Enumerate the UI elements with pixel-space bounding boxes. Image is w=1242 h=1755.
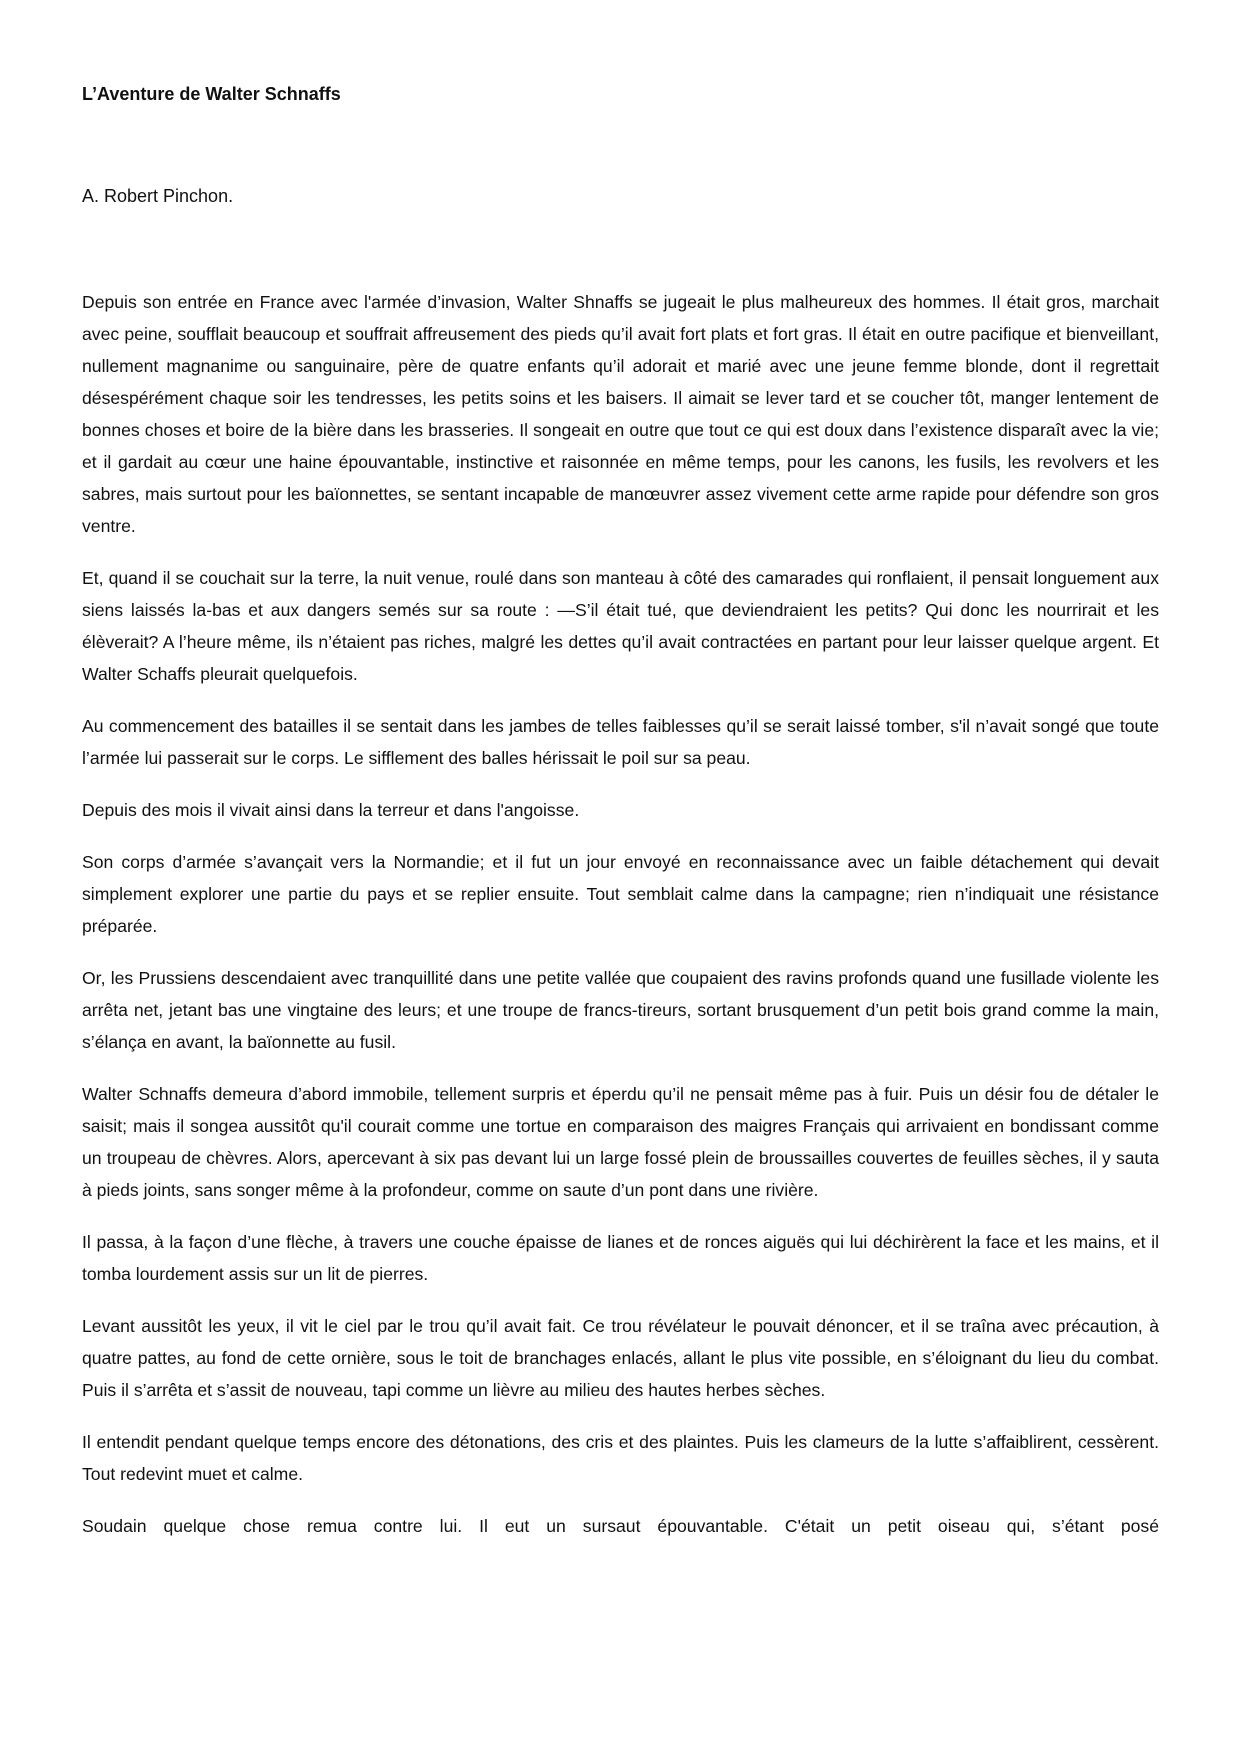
paragraph-7: Walter Schnaffs demeura d’abord immobile, tellement surpris et éperdu qu’il ne pensait même pas à fuir. Puis un désir fou de détaler le saisit; mais il songea aussitôt qu'il courait comme une tortue en comparaison des maigres Français qui arrivaient en bondissant comme un troupeau de chèvres. Alors, apercevant à six pas devant lui un large fossé plein de broussailles couvertes de feuilles sèches, il y sauta à pieds joints, sans songer même à la profondeur, comme on saute d’un pont dans une rivière.: [82, 1084, 1159, 1200]
paragraph-5: Son corps d’armée s’avançait vers la Normandie; et il fut un jour envoyé en reconnaissance avec un faible détachement qui devait simplement explorer une partie du pays et se replier ensuite. Tout semblait calme dans la campagne; rien n’indiquait une résistance préparée.: [82, 852, 1159, 936]
paragraph-2: Et, quand il se couchait sur la terre, la nuit venue, roulé dans son manteau à côté des camarades qui ronflaient, il pensait longuement aux siens laissés la-bas et aux dangers semés sur sa route : —S’il était tué, que deviendraient les petits? Qui donc les nourrirait et les élèverait? A l’heure même, ils n’étaient pas riches, malgré les dettes qu’il avait contractées en partant pour leur laisser quelque argent. Et Walter Schaffs pleurait quelquefois.: [82, 568, 1159, 684]
paragraph-8: Il passa, à la façon d’une flèche, à travers une couche épaisse de lianes et de ronces aiguës qui lui déchirèrent la face et les mains, et il tomba lourdement assis sur un lit de pierres.: [82, 1232, 1159, 1284]
paragraph-4: Depuis des mois il vivait ainsi dans la terreur et dans l'angoisse.: [82, 800, 580, 820]
paragraph-11: Soudain quelque chose remua contre lui. Il eut un sursaut épouvantable. C'était un petit oiseau qui, s’étant posé: [82, 1516, 1159, 1536]
body-text: [82, 286, 1159, 1562]
paragraph-1: Depuis son entrée en France avec l'armée d’invasion, Walter Shnaffs se jugeait le plus malheureux des hommes. Il était gros, marchait avec peine, soufflait beaucoup et souffrait affreusement des pieds qu’il avait fort plats et fort gras. Il était en outre pacifique et bienveillant, nullement magnanime ou sanguinaire, père de quatre enfants qu’il adorait et marié avec une jeune femme blonde, dont il regrettait désespérément chaque soir les tendresses, les petits soins et les baisers. Il aimait se lever tard et se coucher tôt, manger lentement de bonnes choses et boire de la bière dans les brasseries. Il songeait en outre que tout ce qui est doux dans l’existence disparaît avec la vie; et il gardait au cœur une haine épouvantable, instinctive et raisonnée en même temps, pour les canons, les fusils, les revolvers et les sabres, mais surtout pour les baïonnettes, se sentant incapable de manœuvrer assez vivement cette arme rapide pour défendre son gros ventre.: [82, 292, 1159, 536]
paragraph-6: Or, les Prussiens descendaient avec tranquillité dans une petite vallée que coupaient des ravins profonds quand une fusillade violente les arrêta net, jetant bas une vingtaine des leurs; et une troupe de francs-tireurs, sortant brusquement d’un petit bois grand comme la main, s’élança en avant, la baïonnette au fusil.: [82, 968, 1159, 1052]
paragraph-10: Il entendit pendant quelque temps encore des détonations, des cris et des plaintes. Puis les clameurs de la lutte s’affaiblirent, cessèrent. Tout redevint muet et calme.: [82, 1432, 1159, 1484]
paragraph-9: Levant aussitôt les yeux, il vit le ciel par le trou qu’il avait fait. Ce trou révélateur le pouvait dénoncer, et il se traîna avec précaution, à quatre pattes, au fond de cette ornière, sous le toit de branchages enlacés, allant le plus vite possible, en s’éloignant du lieu du combat. Puis il s’arrêta et s’assit de nouveau, tapi comme un lièvre au milieu des hautes herbes sèches.: [82, 1316, 1159, 1400]
paragraph-3: Au commencement des batailles il se sentait dans les jambes de telles faiblesses qu’il se serait laissé tomber, s'il n’avait songé que toute l’armée lui passerait sur le corps. Le sifflement des balles hérissait le poil sur sa peau.: [82, 716, 1159, 768]
document-title: L’Aventure de Walter Schnaffs: [82, 84, 341, 104]
dedication: A. Robert Pinchon.: [82, 186, 234, 206]
